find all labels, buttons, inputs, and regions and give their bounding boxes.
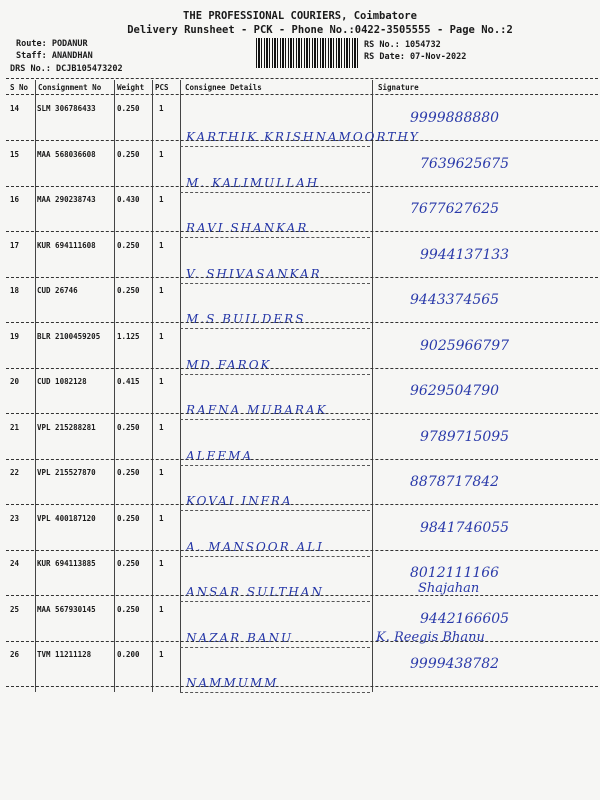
row-pcs: 1: [159, 104, 164, 113]
row-consignment-no: CUD 1082128: [37, 377, 87, 386]
row-pcs: 1: [159, 331, 164, 341]
row-consignment-no: BLR 2100459205: [37, 331, 101, 341]
row-weight: 1.125: [117, 331, 140, 341]
signature-phone: 9999888880: [410, 110, 500, 126]
drs-number: DRS No.: DCJB105473202: [10, 64, 123, 74]
row-sno: 23: [10, 513, 20, 523]
row-pcs: 1: [159, 604, 164, 614]
divider: [6, 78, 598, 79]
row-consignment-no: VPL 215288281: [37, 422, 96, 432]
row-pcs: 1: [159, 650, 164, 659]
row-sno: 20: [10, 377, 20, 386]
row-weight: 0.430: [117, 195, 140, 204]
consignee-name: RAVI SHANKAR: [186, 221, 309, 235]
row-sno: 24: [10, 559, 20, 568]
consignee-name: RAFNA MUBARAK: [186, 403, 328, 417]
row-consignment-no: VPL 215527870: [37, 468, 96, 477]
row-sno: 25: [10, 604, 20, 614]
row-sno: 17: [10, 240, 20, 250]
table-row: [6, 642, 598, 698]
consignee-name: V. SHIVASANKAR: [186, 266, 322, 281]
row-sno: 22: [10, 468, 20, 477]
rs-date: RS Date: 07-Nov-2022: [364, 52, 467, 62]
signature-phone: 8012111166: [410, 565, 500, 581]
rs-number: RS No.: 1054732: [364, 40, 441, 50]
row-consignment-no: VPL 400187120: [37, 513, 96, 523]
row-weight: 0.200: [117, 650, 140, 659]
column-header-consignment: Consignment No: [38, 83, 102, 92]
consignee-name: NAZAR BANU: [186, 630, 294, 645]
row-weight: 0.250: [117, 149, 140, 159]
signature-phone: 9944137133: [420, 246, 510, 263]
row-sno: 21: [10, 422, 20, 432]
column-header-signature: Signature: [378, 83, 419, 92]
consignee-name: KOVAI INFRA: [186, 494, 293, 508]
signature-phone: 9999438782: [410, 656, 500, 672]
row-weight: 0.250: [117, 422, 140, 432]
consignee-name: ANSAR SULTHAN: [186, 585, 324, 599]
signature-phone: 9025966797: [420, 337, 510, 354]
row-pcs: 1: [159, 377, 164, 386]
signature-phone: 9841746055: [420, 519, 510, 536]
row-weight: 0.250: [117, 104, 140, 113]
signature-name: K. Reegis Bhanu: [376, 630, 485, 645]
row-sno: 18: [10, 286, 20, 295]
document-title: THE PROFESSIONAL COURIERS, Coimbatore: [183, 10, 417, 22]
row-weight: 0.250: [117, 240, 140, 250]
signature-phone: 8878717842: [410, 474, 500, 490]
staff-label: Staff: ANANDHAN: [16, 51, 93, 61]
row-consignment-no: MAA 290238743: [37, 195, 96, 204]
signature-name: Shajahan: [418, 581, 480, 596]
divider: [6, 94, 598, 95]
row-weight: 0.250: [117, 513, 140, 523]
row-pcs: 1: [159, 149, 164, 159]
consignee-name: M.S BUILDERS: [186, 312, 306, 326]
row-sno: 15: [10, 149, 20, 159]
consignee-name: M. KALIMULLAH: [186, 175, 320, 190]
route-label: Route: PODANUR: [16, 39, 88, 49]
row-sno: 14: [10, 104, 20, 113]
row-sno: 19: [10, 331, 20, 341]
row-weight: 0.415: [117, 377, 140, 386]
row-pcs: 1: [159, 468, 164, 477]
row-consignment-no: SLM 306786433: [37, 104, 96, 113]
row-weight: 0.250: [117, 604, 140, 614]
row-sno: 26: [10, 650, 20, 659]
signature-phone: 9442166605: [420, 610, 510, 627]
consignee-name: A. MANSOOR ALI: [186, 539, 324, 554]
row-weight: 0.250: [117, 286, 140, 295]
signature-phone: 9629504790: [410, 383, 500, 399]
consignee-name: ALEEMA: [186, 448, 254, 463]
row-divider: [6, 686, 598, 687]
signature-phone: 7639625675: [420, 155, 510, 172]
signature-phone: 9789715095: [420, 428, 510, 445]
row-pcs: 1: [159, 286, 164, 295]
row-consignment-no: KUR 694111608: [37, 240, 96, 250]
document-subtitle: Delivery Runsheet - PCK - Phone No.:0422-3505555 - Page No.:2: [127, 24, 513, 36]
row-pcs: 1: [159, 559, 164, 568]
row-pcs: 1: [159, 240, 164, 250]
row-consignment-no: KUR 694113885: [37, 559, 96, 568]
row-pcs: 1: [159, 422, 164, 432]
consignee-name: NAMMUMM: [186, 676, 279, 690]
row-consignment-no: CUD 26746: [37, 286, 78, 295]
row-pcs: 1: [159, 195, 164, 204]
row-consignment-no: MAA 568036608: [37, 149, 96, 159]
row-consignment-no: MAA 567930145: [37, 604, 96, 614]
row-sno: 16: [10, 195, 20, 204]
column-header-pcs: PCS: [155, 83, 169, 92]
column-header-weight: Weight: [117, 83, 145, 92]
row-consignment-no: TVM 11211128: [37, 650, 92, 659]
row-pcs: 1: [159, 513, 164, 523]
consignee-name: KARTHIK KRISHNAMOORTHY: [186, 130, 420, 144]
row-weight: 0.250: [117, 468, 140, 477]
signature-phone: 9443374565: [410, 292, 500, 308]
consignee-underline: [180, 692, 370, 693]
column-header-sno: S No: [10, 83, 29, 92]
consignee-name: MD FAROK: [186, 357, 272, 372]
signature-phone: 7677627625: [410, 201, 500, 217]
column-header-consignee: Consignee Details: [185, 83, 262, 92]
barcode: [256, 38, 358, 68]
row-weight: 0.250: [117, 559, 140, 568]
